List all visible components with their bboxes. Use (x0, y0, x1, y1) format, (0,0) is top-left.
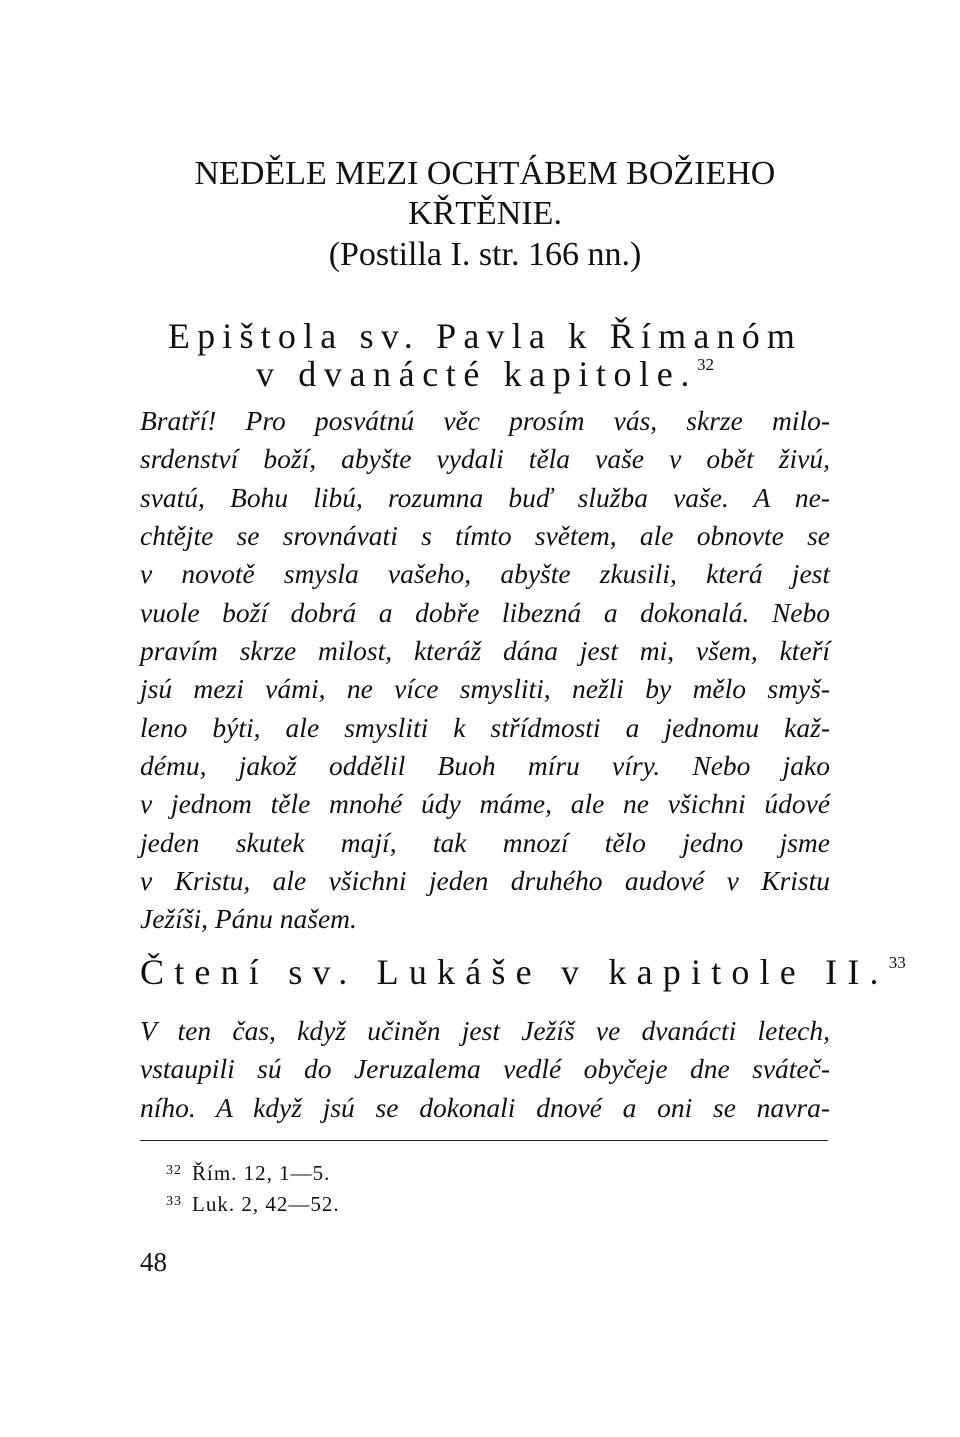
epistle-heading-line-2 (140, 352, 830, 396)
epistle-line: vuole boží dobrá a dobře libezná a dokonalá. Nebo (140, 596, 830, 628)
footnote-text: Luk. 2, 42—52. (192, 1192, 340, 1216)
epistle-line: pravím skrze milost, kteráž dána jest mi, všem, kteří (140, 635, 830, 667)
gospel-line: vstaupili sú do Jeruzalema vedlé obyčeje dne sváteč- (140, 1053, 830, 1085)
footnote-33 (166, 1190, 340, 1218)
epistle-line: dému, jakož oddělil Buoh míru víry. Nebo jako (140, 750, 830, 782)
book-page (140, 0, 906, 1437)
chapter-source-reference: (Postilla I. str. 166 nn.) (328, 236, 642, 273)
gospel-heading-text: Čtení sv. Lukáše v kapitole II. (140, 952, 889, 992)
epistle-line: chtějte se srovnávati s tímto světem, ale obnovte se (140, 520, 830, 552)
gospel-text (140, 1012, 830, 1127)
epistle-heading-text: v dvanácté kapitole. (256, 354, 697, 394)
epistle-line: jeden skutek mají, tak mnozí tělo jedno jsme (140, 826, 830, 858)
footnote-ref-33: 33 (888, 953, 906, 972)
gospel-line: ního. A když jsú se dokonali dnové a oni se navra- (140, 1091, 830, 1123)
epistle-heading-line-1: Epištola sv. Pavla k Římanóm (167, 316, 803, 356)
footnote-divider (140, 1140, 828, 1141)
gospel-heading (140, 950, 906, 994)
epistle-line: jsú mezi vámi, ne více smysliti, nežli by mělo smyš- (140, 673, 830, 705)
chapter-title-line-1: NEDĚLE MEZI OCHTÁBEM BOŽIEHO (194, 155, 776, 192)
footnote-ref-32: 32 (696, 355, 714, 374)
footnote-text: Řím. 12, 1—5. (192, 1161, 331, 1185)
epistle-line: Bratří! Pro posvátnú věc prosím vás, skrze milo- (140, 405, 830, 436)
epistle-line: v novotě smysla vašeho, abyšte zkusili, která jest (140, 558, 830, 590)
chapter-title-line-2: KŘTĚNIE. (408, 195, 562, 232)
footnote-32 (166, 1159, 330, 1187)
epistle-line: leno býti, ale smysliti k střídmosti a jednomu kaž- (140, 711, 830, 743)
page-number: 48 (140, 1247, 167, 1277)
epistle-line: Ježíši, Pánu našem. (140, 903, 357, 935)
epistle-line: v Kristu, ale všichni jeden druhého audové v Kristu (140, 865, 830, 897)
epistle-line: srdenství boží, abyšte vydali těla vaše v obět živú, (140, 443, 830, 475)
epistle-text (140, 402, 830, 939)
footnote-number: 33 (166, 1194, 182, 1209)
footnote-number: 32 (166, 1163, 182, 1178)
epistle-line: svatú, Bohu libú, rozumna buď služba vaše. A ne- (140, 481, 830, 513)
epistle-line: v jednom těle mnohé údy máme, ale ne všichni údové (140, 788, 830, 820)
gospel-line: V ten čas, když učiněn jest Ježíš ve dvanácti letech, (140, 1015, 830, 1046)
